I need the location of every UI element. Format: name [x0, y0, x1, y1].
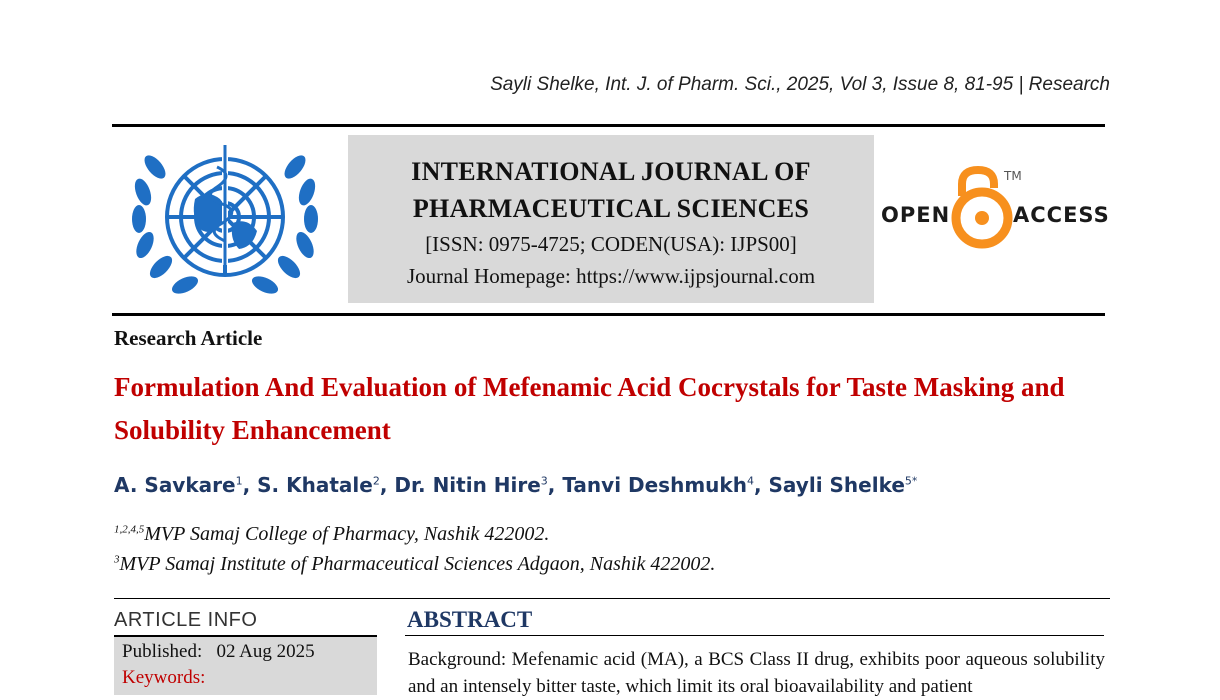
journal-banner — [348, 135, 874, 303]
affiliation-marker: 3 — [114, 553, 120, 566]
journal-title-line2: PHARMACEUTICAL SCIENCES — [412, 194, 810, 223]
author-affiliation-marker: 4 — [746, 474, 754, 488]
article-type: Research Article — [114, 326, 263, 350]
author-name[interactable]: S. Khatale — [257, 473, 373, 497]
journal-issn: [ISSN: 0975-4725; CODEN(USA): IJPS00] — [425, 232, 797, 256]
journal-title — [348, 153, 874, 227]
affiliation — [114, 523, 549, 546]
affiliation-marker: 1,2,4,5 — [114, 523, 145, 536]
published-date: 02 Aug 2025 — [216, 641, 315, 662]
journal-title-line1: INTERNATIONAL JOURNAL OF — [411, 157, 811, 186]
journal-homepage-link[interactable]: Journal Homepage: https://www.ijpsjournal.com — [406, 264, 816, 288]
author-list: A. Savkare$^1$, S. Khatale$^2$, Dr. Nitin Hire$^3$, Tanvi Deshmukh$^4$, Sayli Shelke$^{5*}$ — [114, 473, 918, 497]
author-affiliation-marker: 3 — [540, 474, 548, 488]
who-emblem-logo — [125, 137, 325, 305]
abstract-heading: ABSTRACT — [407, 607, 533, 632]
published-label: Published: — [122, 641, 203, 662]
article-info-heading: ARTICLE INFO — [114, 609, 258, 631]
author-name[interactable]: Tanvi Deshmukh — [562, 473, 747, 497]
author-affiliation-marker: 1 — [235, 474, 243, 488]
author-name[interactable]: Sayli Shelke — [768, 473, 905, 497]
keywords-label: Keywords: — [122, 667, 206, 688]
affiliation — [114, 553, 715, 576]
affiliation-text: MVP Samaj Institute of Pharmaceutical Sciences Adgaon, Nashik 422002. — [119, 553, 716, 575]
header-rule-top — [112, 124, 1105, 127]
author-affiliation-marker: 2 — [372, 474, 380, 488]
author-name[interactable]: Dr. Nitin Hire — [394, 473, 541, 497]
abstract-text: Background: Mefenamic acid (MA), a BCS Class II drug, exhibits poor aqueous solubility and an intensely bitter taste, which limit its oral bioavailability and patient — [408, 649, 1105, 697]
header-rule-bottom — [112, 313, 1105, 316]
abstract-underline — [405, 635, 1104, 636]
article-title: Formulation And Evaluation of Mefenamic Acid Cocrystals for Taste Masking and Solubility Enhancement — [114, 372, 1065, 445]
running-header: Sayli Shelke, Int. J. of Pharm. Sci., 2025, Vol 3, Issue 8, 81-95 | Research — [490, 74, 1110, 95]
published-row — [122, 641, 315, 663]
affiliation-text: MVP Samaj College of Pharmacy, Nashik 422002. — [144, 523, 550, 545]
open-access-trademark: TM — [1004, 169, 1022, 183]
open-access-access-text: ACCESS — [1013, 203, 1110, 227]
section-divider — [114, 598, 1110, 599]
open-access-open-text: OPEN — [881, 203, 951, 227]
author-name[interactable]: A. Savkare — [114, 473, 236, 497]
author-affiliation-marker: 5* — [904, 474, 918, 488]
